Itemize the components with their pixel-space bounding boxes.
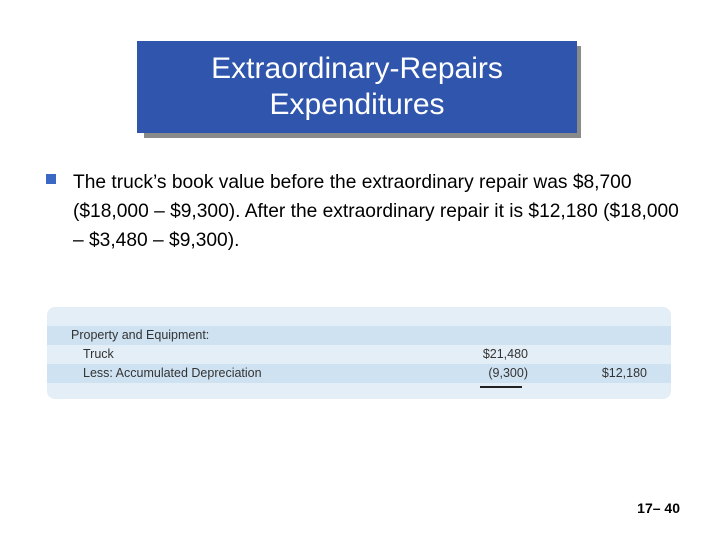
slide-number: 17– 40	[637, 500, 680, 516]
table-row	[47, 345, 671, 364]
slide-title-line-1: Extraordinary-Repairs	[211, 52, 503, 85]
amount-underline	[480, 386, 522, 388]
table-row	[47, 364, 671, 383]
row-label: Less: Accumulated Depreciation	[83, 366, 262, 380]
balance-sheet-table	[47, 307, 671, 399]
slide-title-line-2: Expenditures	[269, 88, 445, 121]
row-amount: (9,300)	[488, 366, 528, 380]
square-bullet-icon	[46, 174, 56, 184]
row-total: $12,180	[601, 366, 647, 380]
bullet-text: The truck’s book value before the extraordinary repair was $8,700 ($18,000 – $9,300). After the extraordinary repair it is $12,180 ($18,000 – $3,480 – $9,300).	[73, 172, 679, 251]
slide-title-box	[137, 41, 577, 133]
row-label: Truck	[83, 347, 114, 361]
row-amount: $21,480	[482, 347, 528, 361]
table-header-row	[47, 326, 671, 345]
table-header-label: Property and Equipment:	[71, 328, 210, 342]
